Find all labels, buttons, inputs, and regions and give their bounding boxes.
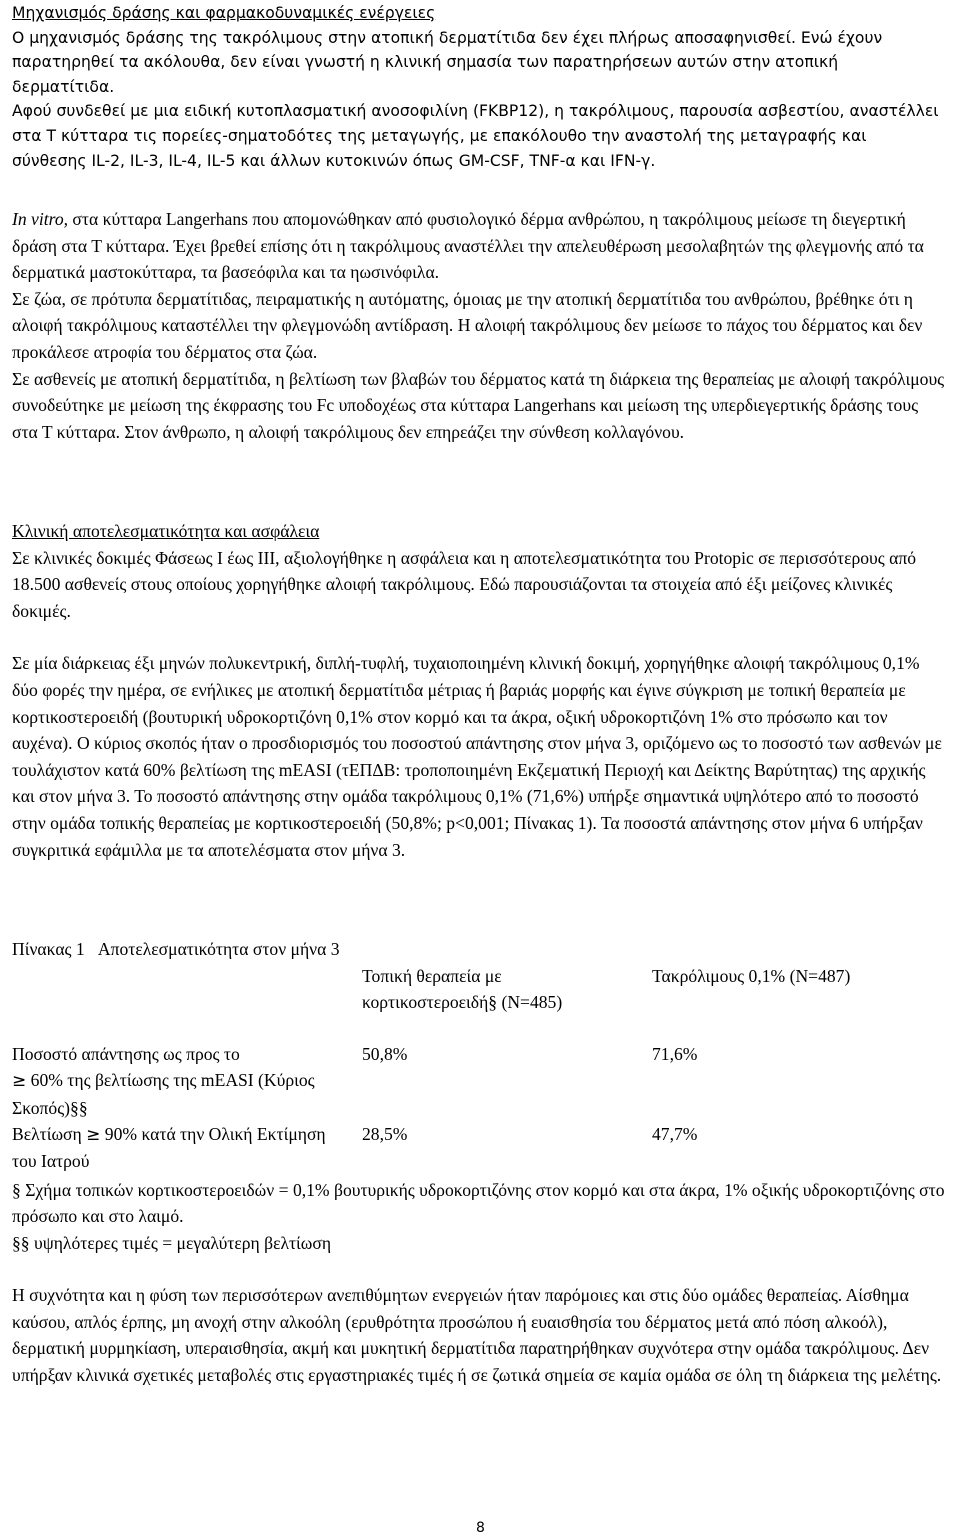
table-footnote-2: §§ υψηλότερες τιμές = μεγαλύτερη βελτίωση xyxy=(12,1232,332,1253)
table-header-tacrolimus: Τακρόλιμους 0,1% (N=487) xyxy=(652,965,851,986)
clinical-section xyxy=(12,518,948,863)
adverse-section xyxy=(12,1282,948,1388)
table-header-row xyxy=(12,963,948,1041)
table-row-label xyxy=(12,1121,342,1175)
in-vitro-italic: In vitro, xyxy=(12,209,69,229)
efficacy-table xyxy=(12,936,948,1256)
vitro-section xyxy=(12,206,948,445)
greater-equal-icon: ≥ xyxy=(12,1071,27,1092)
table-header-corticosteroid: Τοπική θεραπεία με κορτικοστεροειδή§ (N=485) xyxy=(362,965,563,1013)
mechanism-paragraph-3 xyxy=(12,206,948,286)
row2-label-b: 90% κατά την Ολική Εκτίμηση του Ιατρού xyxy=(12,1123,326,1172)
table-cell: 50,8% xyxy=(362,1043,408,1064)
page-number: 8 xyxy=(476,1520,485,1536)
table-caption-label: Πίνακας 1 xyxy=(12,939,85,959)
row1-label-b: 60% της βελτίωσης της mEASI (Κύριος Σκοπός)§§ xyxy=(12,1070,315,1118)
row1-label-a: Ποσοστό απάντησης ως προς το xyxy=(12,1043,240,1064)
row2-label-a: Βελτίωση xyxy=(12,1123,82,1144)
mechanism-paragraph-5: Σε ασθενείς με ατοπική δερματίτιδα, η βελτίωση των βλαβών του δέρματος κατά τη διάρκεια της θεραπείας με αλοιφή τακρόλιμους συνοδεύτηκε με μείωση της έκφρασης του Fc υποδοχέως στα κύτταρα Langerhans και μείωση της υπερδιεγερτικής δράσης τους στα Τ κύτταρα. Στον άνθρωπο, η αλοιφή τακρόλιμους δεν επηρεάζει την σύνθεση κολλαγόνου. xyxy=(12,368,945,442)
mechanism-heading: Μηχανισμός δράσης και φαρμακοδυναμικές ενέργειες xyxy=(12,4,436,22)
mechanism-paragraph-2: Αφού συνδεθεί με μια ειδική κυτοπλασματική ανοσοφιλίνη (FKBP12), η τακρόλιμους, παρουσία ασβεστίου, αναστέλλει στα Τ κύτταρα τις πορείες-σηματοδότες της μεταγωγής, με επακόλουθο την αναστολή της μεταγραφής και σύνθεσης IL-2, IL-3, IL-4, IL-5 και άλλων κυτοκινών όπως GM-CSF, TNF-α και IFN-γ. xyxy=(12,102,939,170)
table-cell: 47,7% xyxy=(652,1123,698,1144)
table-cell: 28,5% xyxy=(362,1123,408,1144)
mechanism-paragraph-1: Ο μηχανισμός δράσης της τακρόλιμους στην ατοπική δερματίτιδα δεν έχει πλήρως αποσαφηνισθεί. Ενώ έχουν παρατηρηθεί τα ακόλουθα, δεν είναι γνωστή η κλινική σημασία των παρατηρήσεων αυτών στην ατοπική δερματίτιδα. xyxy=(12,28,883,96)
adverse-paragraph: Η συχνότητα και η φύση των περισσότερων ανεπιθύμητων ενεργειών ήταν παρόμοιες και στις δύο ομάδες θεραπείας. Αίσθημα καύσου, απλός έρπης, μη ανοχή στην αλκοόλη (ερυθρότητα προσώπου ή ευαισθησία του δέρματος μετά από πόση αλκοόλ), δερματική μυρμηκίαση, υπεραισθησία, ακμή και μυκητική δερματίτιδα παρατηρήθηκαν συχνότερα στην ομάδα τακρόλιμους. Δεν υπήρξαν κλινικά σχετικές μεταβολές στις εργαστηριακές τιμές ή σε ζωτικά σημεία σε καμία ομάδα σε όλη τη διάρκεια της μελέτης. xyxy=(12,1285,942,1385)
mechanism-paragraph-3-text: στα κύτταρα Langerhans που απομονώθηκαν από φυσιολογικό δέρμα ανθρώπου, η τακρόλιμους μείωσε τη διεγερτική δράση στα Τ κύτταρα. Έχει βρεθεί επίσης ότι η τακρόλιμους αναστέλλει την απελευθέρωση μεσολαβητών της φλεγμονής από τα δερματικά μαστοκύτταρα, τα βασεόφιλα και τα ηωσινόφιλα. xyxy=(12,209,924,283)
table-caption-title: Αποτελεσματικότητα στον μήνα 3 xyxy=(97,939,340,959)
clinical-paragraph-1: Σε κλινικές δοκιμές Φάσεως Ι έως ΙΙΙ, αξιολογήθηκε η ασφάλεια και η αποτελεσματικότητα του Protopic σε περισσότερους από 18.500 ασθενείς στους οποίους χορηγήθηκε αλοιφή τακρόλιμους. Εδώ παρουσιάζονται τα στοιχεία από έξι μείζονες κλινικές δοκιμές. xyxy=(12,547,917,621)
table-caption xyxy=(12,936,948,963)
clinical-paragraph-2: Σε μία διάρκειας έξι μηνών πολυκεντρική, διπλή-τυφλή, τυχαιοποιημένη κλινική δοκιμή, χορηγήθηκε αλοιφή τακρόλιμους 0,1% δύο φορές την ημέρα, σε ενήλικες με ατοπική δερματίτιδα μέτριας ή βαριάς μορφής και έγινε σύγκριση με τοπική θεραπεία με κορτικοστεροειδή (βουτυρική υδροκορτιζόνη 0,1% στον κορμό και τα άκρα, οξική υδροκορτιζόνη 1% στο πρόσωπο και τον αυχένα). Ο κύριος σκοπός ήταν ο προσδιορισμός του ποσοστού απάντησης στον μήνα 3, οριζόμενο ως το ποσοστό των ασθενών με τουλάχιστον κατά 60% βελτίωση της mEASI (τΕΠΔΒ: τροποποιημένη Εκζεματική Περιοχή και Δείκτης Βαρύτητας) της αρχικής και στον μήνα 3. Το ποσοστό απάντησης στην ομάδα τακρόλιμους 0,1% (71,6%) υπήρξε σημαντικά υψηλότερο από το ποσοστό στην ομάδα τοπικής θεραπείας με κορτικοστεροειδή (50,8%; p<0,001; Πίνακας 1). Τα ποσοστά απάντησης στον μήνα 6 υπήρξαν συγκριτικά εφάμιλλα με τα αποτελέσματα στον μήνα 3. xyxy=(12,653,942,860)
table-row-label xyxy=(12,1041,342,1122)
greater-equal-icon: ≥ xyxy=(86,1124,101,1145)
clinical-heading: Κλινική αποτελεσματικότητα και ασφάλεια xyxy=(12,521,320,541)
mechanism-paragraph-4: Σε ζώα, σε πρότυπα δερματίτιδας, πειραματικής η αυτόματης, όμοιας με την ατοπική δερματίτιδα του ανθρώπου, βρέθηκε ότι η αλοιφή τακρόλιμους καταστέλλει την φλεγμονώδη αντίδραση. Η αλοιφή τακρόλιμους δεν μείωσε το πάχος του δέρματος και δεν προκάλεσε ατροφία του δέρματος στα ζώα. xyxy=(12,288,923,362)
table-row xyxy=(12,1121,948,1177)
table-row xyxy=(12,1041,948,1121)
table-footnote-1: § Σχήμα τοπικών κορτικοστεροειδών = 0,1% βουτυρικής υδροκορτιζόνης στον κορμό και στα άκρα, 1% οξικής υδροκορτιζόνης στο πρόσωπο και στο λαιμό. xyxy=(12,1179,945,1227)
table-cell: 71,6% xyxy=(652,1043,698,1064)
mechanism-section xyxy=(12,1,942,173)
